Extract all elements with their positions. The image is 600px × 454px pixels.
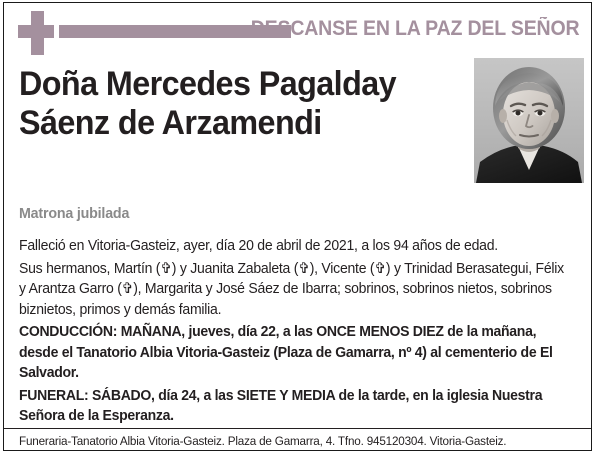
cross-horizontal-bar: [18, 25, 54, 38]
funeral-paragraph: FUNERAL: SÁBADO, día 24, a las SIETE Y MEDIA de la tarde, en la iglesia Nuestra Señora de la Esperanza.: [19, 387, 543, 424]
portrait-illustration: [474, 58, 584, 183]
header-title: DESCANSE EN LA PAZ DEL SEÑOR: [250, 17, 579, 40]
cross-icon: [18, 11, 54, 55]
conduccion-paragraph: CONDUCCIÓN: MAÑANA, jueves, día 22, a las ONCE MENOS DIEZ de la mañana, desde el Tanatorio Albia Vitoria-Gasteiz (Plaza de Gamarra, nº 4) al cementerio de El Salvador.: [19, 324, 553, 381]
obituary-notice: [3, 2, 592, 451]
funeral-home-footer: Funeraria-Tanatorio Albia Vitoria-Gasteiz. Plaza de Gamarra, 4. Tfno. 945120304. Vitoria-Gasteiz.: [19, 434, 507, 448]
footer-divider: [4, 428, 591, 429]
notice-body: [19, 236, 581, 429]
occupation-label: Matrona jubilada: [19, 205, 130, 222]
deceased-name-line-1: Doña Mercedes Pagalday: [19, 65, 397, 103]
survivors-paragraph: Sus hermanos, Martín (✞) y Juanita Zabaleta (✞), Vicente (✞) y Trinidad Berasategui, Félix y Arantza Garro (✞), Margarita y José Sáez de Ibarra; sobrinos, sobrinos nietos, sobrinos biznietos, primos y demás familia.: [19, 260, 564, 318]
deceased-name-block: [19, 65, 464, 143]
deceased-name-line-2: Sáenz de Arzamendi: [19, 104, 322, 142]
portrait-photo: [474, 58, 584, 183]
notice-header: [4, 3, 591, 53]
death-notice-paragraph: Falleció en Vitoria-Gasteiz, ayer, día 20 de abril de 2021, a los 94 años de edad.: [19, 238, 498, 254]
